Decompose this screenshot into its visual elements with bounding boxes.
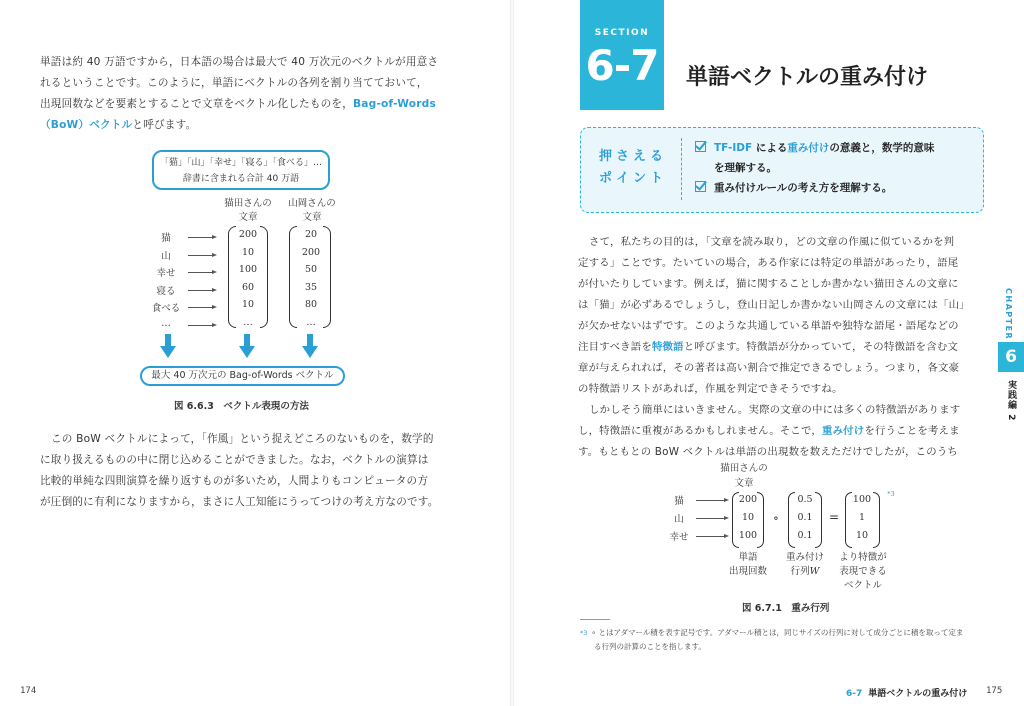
left-paragraph-2 bbox=[40, 429, 439, 513]
text-line: しかしそう簡単にはいきません。実際の文章の中には多くの特徴語があります bbox=[589, 404, 961, 416]
label-line: より特徴が bbox=[839, 552, 887, 563]
arrow-head-icon bbox=[724, 534, 729, 538]
text-line: す。もともとの BoW ベクトルは単語の出現数を数えただけでしたが，このうち bbox=[578, 446, 959, 458]
chapter-label: CHAPTER bbox=[1004, 288, 1013, 341]
col1-header bbox=[222, 197, 274, 225]
figure-caption-6-6-3: 図 6.6.3 ベクトル表現の方法 bbox=[174, 401, 309, 412]
down-arrow-head bbox=[302, 346, 318, 358]
bow-label: 最大 40 万次元の Bag-of-Words ベクトル bbox=[151, 370, 334, 381]
word-label: … bbox=[161, 317, 171, 329]
label-line: 単語 bbox=[738, 552, 758, 563]
result-left-bracket bbox=[845, 492, 852, 548]
vector-cell: 200 bbox=[738, 494, 758, 505]
arrow-head-icon bbox=[724, 516, 729, 520]
text-segment: し，特徴語に重複があるかもしれません。そこで， bbox=[578, 425, 822, 437]
key-term: （BoW）ベクトル bbox=[40, 119, 133, 131]
vector-cell: … bbox=[306, 316, 316, 328]
text-line: この BoW ベクトルによって，「作風」という捉えどころのないものを，数学的 bbox=[51, 433, 434, 445]
arrow-line bbox=[696, 518, 724, 519]
arrow-line bbox=[188, 237, 212, 238]
key-term: 重み付け bbox=[787, 142, 830, 154]
text-line: の特徴語リストがあれば，作風を判定できそうですね。 bbox=[578, 383, 843, 395]
label-line bbox=[778, 565, 832, 579]
down-arrow-shaft bbox=[307, 334, 313, 348]
bow-vector-box bbox=[140, 366, 345, 386]
checkbox-icon bbox=[695, 141, 706, 152]
footnote-line: る行列の計算のことを指します。 bbox=[594, 642, 706, 651]
chapter-name: 実践編 2 bbox=[1006, 380, 1016, 422]
figure-caption-6-7-1: 図 6.7.1 重み行列 bbox=[742, 603, 830, 614]
vector-cell: … bbox=[243, 316, 253, 328]
footer-section: 6-7 bbox=[846, 689, 863, 699]
label-line: 出現回数 bbox=[728, 566, 767, 577]
vector-cell: 80 bbox=[304, 299, 318, 310]
text-line: 章が与えられれば，その著者は高い割合で推定できるでしょう。つまり，各文豪 bbox=[578, 362, 960, 374]
hadamard-operator: ∘ bbox=[773, 511, 779, 525]
arrow-line bbox=[188, 325, 212, 326]
text-line: が欠かせないはずです。このような共通している単語や独特な語尾・語尾などの bbox=[578, 320, 959, 332]
footnote-text: ∘ とはアダマール積を表す記号です。アダマール積とは，同じサイズの行列に対して成分ごとに積を取って定ま bbox=[591, 628, 964, 637]
book-spine bbox=[510, 0, 514, 706]
down-arrow-shaft bbox=[244, 334, 250, 348]
arrow-head-icon bbox=[212, 323, 217, 327]
text-segment: 出現回数などを要素とすることで文章をベクトル化したものを， bbox=[40, 98, 354, 110]
text-line: に取り扱えるものの中に閉じ込めることができました。なお，ベクトルの演算は bbox=[40, 454, 429, 466]
weight-right-bracket bbox=[815, 492, 822, 548]
arrow-line bbox=[696, 536, 724, 537]
dictionary-words: 「猫」「山」「幸せ」「寝る」「食べる」… bbox=[159, 158, 322, 168]
matrix-symbol: W bbox=[809, 566, 820, 577]
label-line: ベクトル bbox=[843, 580, 882, 591]
arrow-line bbox=[188, 272, 212, 273]
header-line: 文章 bbox=[302, 212, 322, 223]
arrow-line bbox=[188, 255, 212, 256]
word-label: 食べる bbox=[151, 303, 181, 314]
key-points-divider bbox=[681, 138, 682, 200]
vector-cell: 0.1 bbox=[797, 530, 813, 541]
text-line: が圧倒的に有利になりますから，まさに人工知能にうってつけの考え方なのです。 bbox=[40, 496, 439, 508]
key-point-1 bbox=[695, 138, 934, 178]
arrow-line bbox=[188, 290, 212, 291]
arrow-line bbox=[696, 500, 724, 501]
key-term: TF-IDF bbox=[714, 142, 753, 154]
vector-cell: 200 bbox=[238, 229, 258, 240]
footnote bbox=[580, 626, 990, 653]
vector-cell: 0.5 bbox=[797, 494, 813, 505]
text-line: れるということです。このように，単語にベクトルの各列を割り当てておいて， bbox=[40, 77, 428, 89]
text-line bbox=[40, 115, 438, 136]
text-line: が付いたりしています。例えば，猫に関することしか書かない猫田さんの文章に bbox=[578, 278, 959, 290]
label-line: ポイント bbox=[598, 171, 667, 186]
arrow-head-icon bbox=[212, 270, 217, 274]
vector-cell: 60 bbox=[241, 281, 255, 293]
vector-cell: 50 bbox=[304, 264, 318, 275]
text-segment: と呼びます。特徴語が分かっていて，その特徴語を含む文 bbox=[683, 341, 959, 353]
label-weight-matrix bbox=[778, 551, 832, 579]
key-points-label bbox=[594, 146, 672, 190]
right-body-text bbox=[578, 232, 970, 463]
text-segment: を行うことを考えま bbox=[864, 425, 960, 437]
right-page-number: 175 bbox=[986, 686, 1003, 696]
text-line: 比較的単純な四則演算を繰り返すものが多いため，人間よりもコンピュータの方 bbox=[40, 475, 429, 487]
text-line: さて，私たちの目的は，「文章を読み取り，どの文章の作風に似ているかを判 bbox=[589, 236, 955, 248]
weight-left-bracket bbox=[788, 492, 795, 548]
weight-fig-header bbox=[712, 461, 776, 491]
word-label: 山 bbox=[161, 250, 171, 262]
word-label: 猫 bbox=[674, 496, 684, 507]
vector-cell: 35 bbox=[304, 281, 318, 293]
section-title: 単語ベクトルの重み付け bbox=[686, 65, 929, 90]
vector1-left-bracket bbox=[228, 226, 236, 328]
label-feature-vector bbox=[834, 551, 892, 593]
arrow-head-icon bbox=[212, 288, 217, 292]
text-line bbox=[40, 94, 438, 115]
checkbox-icon bbox=[695, 181, 706, 192]
label-line: 押さえる bbox=[598, 149, 667, 164]
vector-cell: 10 bbox=[241, 246, 255, 258]
word-label: 寝る bbox=[156, 285, 176, 297]
vector-cell: 1 bbox=[858, 512, 866, 523]
section-number: 6-7 bbox=[585, 41, 659, 90]
vector-cell: 100 bbox=[238, 264, 258, 275]
vector1-right-bracket bbox=[260, 226, 268, 328]
arrow-head-icon bbox=[212, 305, 217, 309]
equals-operator: = bbox=[828, 510, 840, 524]
vector-cell: 10 bbox=[241, 299, 255, 310]
dictionary-total: 辞書に含まれる合計 40 万語 bbox=[182, 174, 300, 184]
arrow-line bbox=[188, 307, 212, 308]
vector-cell: 0.1 bbox=[797, 512, 813, 523]
text-line bbox=[578, 337, 970, 358]
footnote-divider bbox=[580, 619, 610, 620]
count-left-bracket bbox=[732, 492, 739, 548]
count-right-bracket bbox=[757, 492, 764, 548]
text-line: 定する」ことです。たいていの場合，ある作家には特定の単語があったり，語尾 bbox=[578, 257, 959, 269]
text-segment: の意義と，数学的意味 bbox=[829, 142, 935, 154]
footnote-mark: *3 bbox=[580, 629, 588, 637]
down-arrow-head bbox=[239, 346, 255, 358]
vector-cell: 200 bbox=[301, 246, 321, 258]
text-line bbox=[578, 421, 970, 442]
vector2-left-bracket bbox=[289, 226, 297, 328]
text-line: は「猫」が必ずあるでしょうし，登山日記しか書かない山岡さんの文章には「山」 bbox=[578, 299, 970, 311]
word-label: 幸せ bbox=[156, 268, 176, 279]
vector-cell: 20 bbox=[304, 229, 318, 240]
section-tab bbox=[580, 0, 664, 110]
word-label: 猫 bbox=[161, 233, 171, 244]
left-paragraph-1 bbox=[40, 52, 438, 136]
text-segment: による bbox=[752, 142, 788, 154]
vector2-right-bracket bbox=[323, 226, 331, 328]
running-footer bbox=[846, 686, 967, 699]
text-line: 単語は約 40 万語ですから，日本語の場合は最大で 40 万次元のベクトルが用意さ bbox=[40, 56, 439, 68]
col2-header bbox=[284, 197, 340, 225]
text-segment: 重み付けルールの考え方を理解する。 bbox=[714, 182, 893, 194]
header-line: 猫田さんの bbox=[224, 198, 272, 209]
down-arrow-head bbox=[160, 346, 176, 358]
header-line: 猫田さんの bbox=[720, 463, 768, 474]
label-word-count bbox=[722, 551, 774, 579]
section-label: SECTION bbox=[594, 28, 650, 38]
text-segment: 注目すべき語を bbox=[578, 341, 652, 353]
down-arrow-shaft bbox=[165, 334, 171, 348]
header-line: 文章 bbox=[238, 212, 258, 223]
arrow-head-icon bbox=[212, 253, 217, 257]
vector-cell: 10 bbox=[855, 530, 869, 541]
vector-cell: 10 bbox=[741, 512, 755, 523]
label-line: 重み付け bbox=[785, 552, 824, 563]
dictionary-box bbox=[152, 150, 330, 190]
key-point-2 bbox=[695, 178, 892, 198]
footnote-ref: *3 bbox=[887, 490, 895, 498]
arrow-head-icon bbox=[212, 235, 217, 239]
footnote-line bbox=[580, 626, 990, 640]
header-line: 文章 bbox=[734, 478, 754, 489]
key-term: 重み付け bbox=[822, 425, 865, 437]
key-term: Bag-of-Words bbox=[353, 98, 436, 110]
down-arrows bbox=[150, 332, 350, 362]
result-right-bracket bbox=[873, 492, 880, 548]
chapter-number: 6 bbox=[998, 342, 1024, 372]
vector-cell: 100 bbox=[738, 530, 758, 541]
vector-cell: 100 bbox=[852, 494, 872, 505]
word-label: 幸せ bbox=[669, 532, 689, 543]
text-segment: を理解する。 bbox=[714, 162, 777, 174]
left-page-number: 174 bbox=[20, 686, 37, 696]
arrow-head-icon bbox=[724, 498, 729, 502]
word-label: 山 bbox=[674, 514, 684, 525]
label-text: 行列 bbox=[790, 566, 810, 577]
text-segment: と呼びます。 bbox=[132, 119, 197, 131]
label-line: 表現できる bbox=[839, 566, 887, 577]
footer-title: 単語ベクトルの重み付け bbox=[868, 689, 968, 699]
key-term: 特徴語 bbox=[651, 341, 684, 353]
header-line: 山岡さんの bbox=[288, 198, 336, 209]
